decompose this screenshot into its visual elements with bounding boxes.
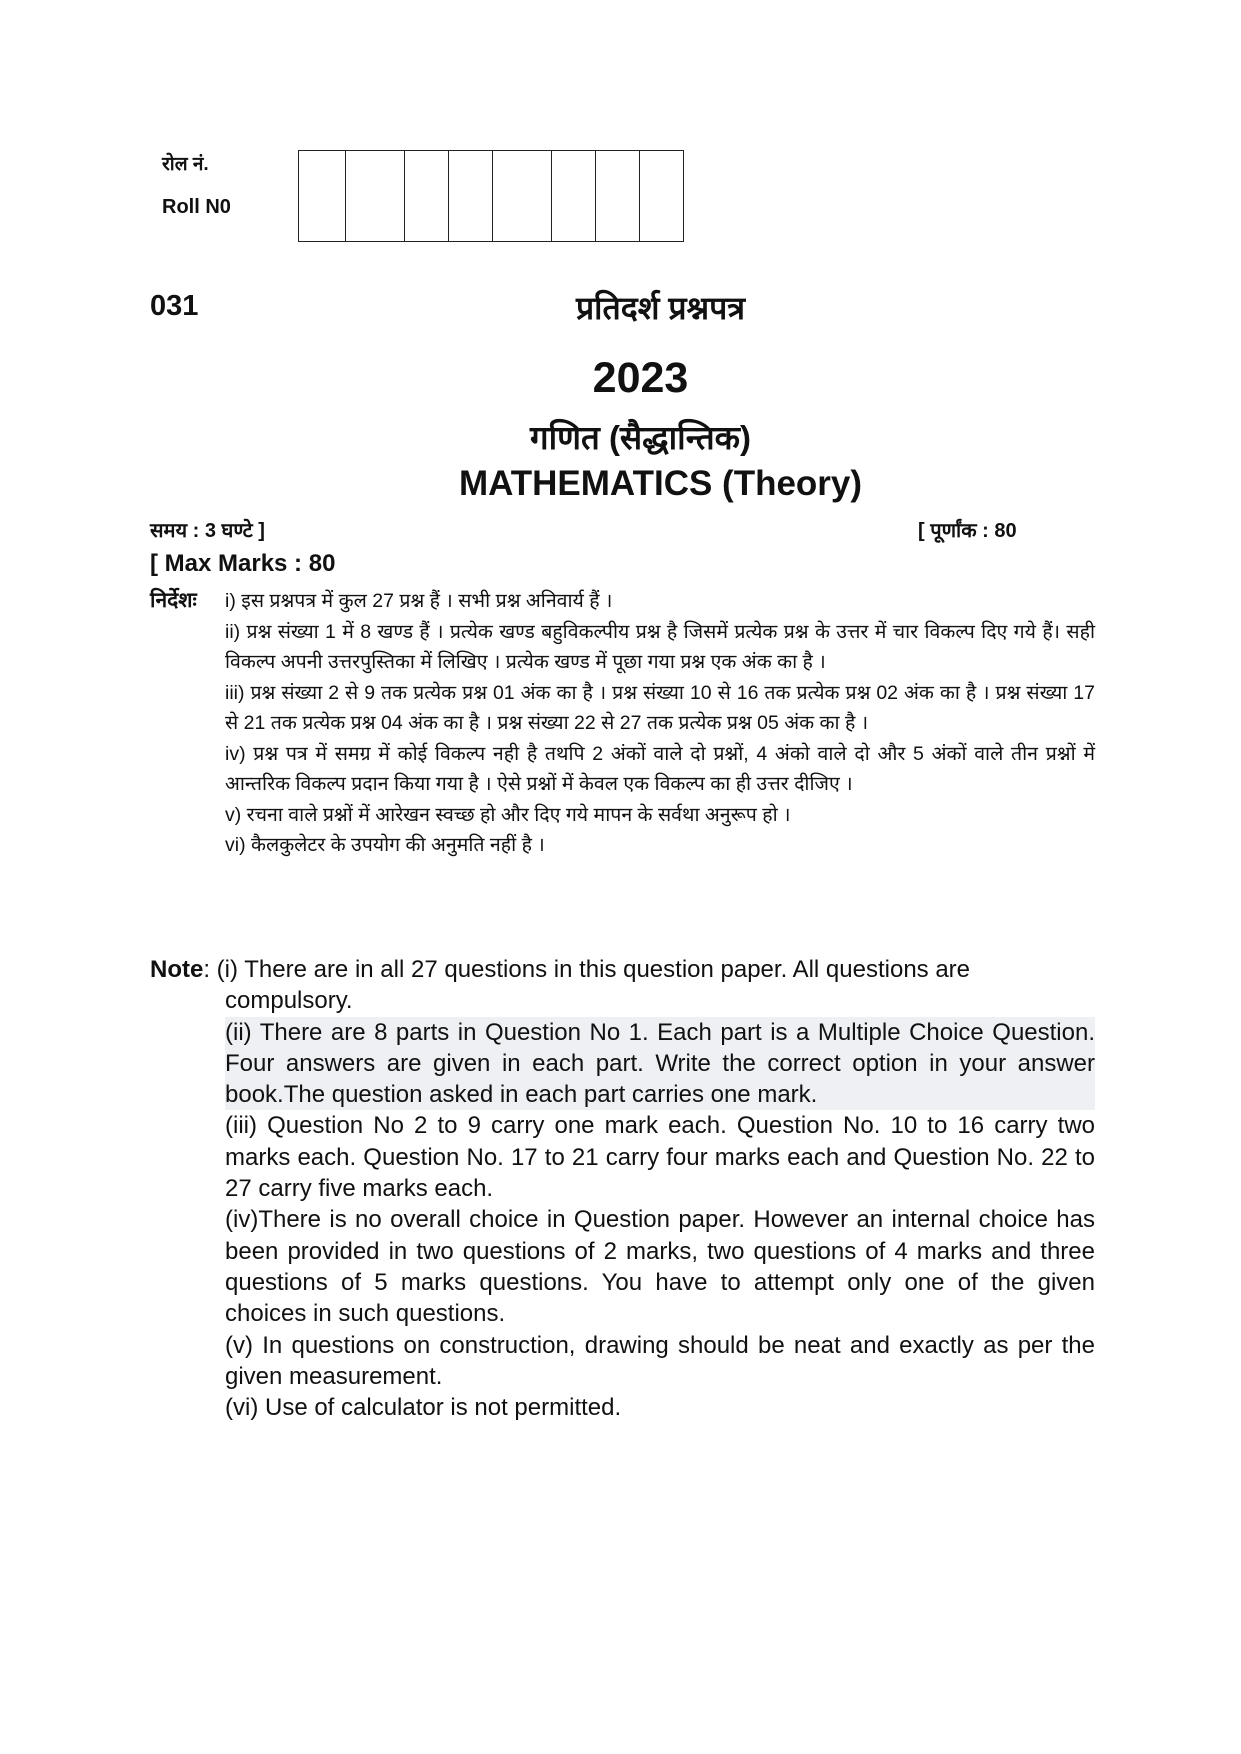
roll-number-label-hindi: रोल नं. — [162, 154, 209, 175]
instructions-lead: निर्देशः — [150, 589, 197, 612]
subject-title: MATHEMATICS (Theory) — [458, 464, 863, 503]
subject-title-hindi: गणित (सैद्धान्तिक) — [529, 419, 752, 456]
instruction-item: vi) कैलकुलेटर के उपयोग की अनुमति नहीं है । — [225, 834, 545, 856]
note-item: (iv)There is no overall choice in Question paper. However an internal choice has been provided in two questions of 2 marks, two questions of 4 marks and three questions of 5 marks questions. You have to attempt only one of the given choices in such questions. — [225, 1206, 1095, 1328]
note-item: (vi) Use of calculator is not permitted. — [225, 1394, 622, 1422]
note-lead: Note — [150, 956, 204, 983]
time-allowed: समय : 3 घण्टे ] — [150, 520, 265, 542]
paper-year: 2023 — [592, 354, 689, 402]
instructions-hindi — [150, 586, 1095, 861]
paper-code: 031 — [150, 290, 199, 322]
roll-number-box — [405, 151, 449, 241]
note-item: (v) In questions on construction, drawing should be neat and exactly as per the given measurement. — [225, 1331, 1095, 1390]
roll-number-box — [596, 151, 640, 241]
max-marks: [ Max Marks : 80 — [150, 550, 336, 577]
roll-number-boxes — [298, 150, 684, 242]
instruction-item: ii) प्रश्न संख्या 1 में 8 खण्ड हैं । प्रत्येक खण्ड बहुविकल्पीय प्रश्न है जिसमें प्रत्येक प्रश्न के उत्तर में चार विकल्प दिए गये हैं। सही विकल्प अपनी उत्तरपुस्तिका में लिखिए । प्रत्येक खण्ड में पूछा गया प्रश्न एक अंक का है । — [225, 620, 1095, 673]
roll-number-box — [640, 151, 683, 241]
roll-number-box — [346, 151, 405, 241]
note-item-continuation: compulsory. — [225, 987, 353, 1015]
note-item: (ii) There are 8 parts in Question No 1. Each part is a Multiple Choice Question. Four answers are given in each part. Write the correct option in your answer book.The question asked in each part carries one mark. — [225, 1017, 1095, 1111]
roll-number-box — [493, 151, 552, 241]
roll-number-box — [449, 151, 493, 241]
total-marks-hindi: [ पूर्णांक : 80 — [918, 520, 1017, 542]
note-item — [150, 954, 1095, 985]
notes-english — [150, 954, 1095, 1423]
paper-title-hindi: प्रतिदर्श प्रश्नपत्र — [575, 290, 746, 326]
instruction-item: v) रचना वाले प्रश्नों में आरेखन स्वच्छ हो और दिए गये मापन के सर्वथा अनुरूप हो । — [225, 803, 791, 826]
instruction-item: i) इस प्रश्नपत्र में कुल 27 प्रश्न हैं । सभी प्रश्न अनिवार्य हैं । — [225, 590, 613, 612]
note-item: (iii) Question No 2 to 9 carry one mark each. Question No. 10 to 16 carry two marks each. Question No. 17 to 21 carry four marks each and Question No. 22 to 27 carry five marks each. — [225, 1112, 1095, 1203]
roll-number-box — [299, 151, 346, 241]
instruction-item: iii) प्रश्न संख्या 2 से 9 तक प्रत्येक प्रश्न 01 अंक का है । प्रश्न संख्या 10 से 16 तक प्रत्येक प्रश्न 02 अंक का है । प्रश्न संख्या 17 से 21 तक प्रत्येक प्रश्न 04 अंक का है । प्रश्न संख्या 22 से 27 तक प्रत्येक प्रश्न 05 अंक का है । — [225, 681, 1095, 734]
roll-number-label: Roll N0 — [162, 196, 231, 218]
note-text: : (i) There are in all 27 questions in this question paper. All questions are — [203, 956, 971, 983]
roll-number-box — [552, 151, 596, 241]
instruction-item: iv) प्रश्न पत्र में समग्र में कोई विकल्प नही है तथपि 2 अंकों वाले दो प्रश्नों, 4 अंको वाले दो और 5 अंकों वाले तीन प्रश्नों में आन्तरिक विकल्प प्रदान किया गया है । ऐसे प्रश्नों में केवल एक विकल्प का ही उत्तर दीजिए । — [225, 742, 1095, 795]
